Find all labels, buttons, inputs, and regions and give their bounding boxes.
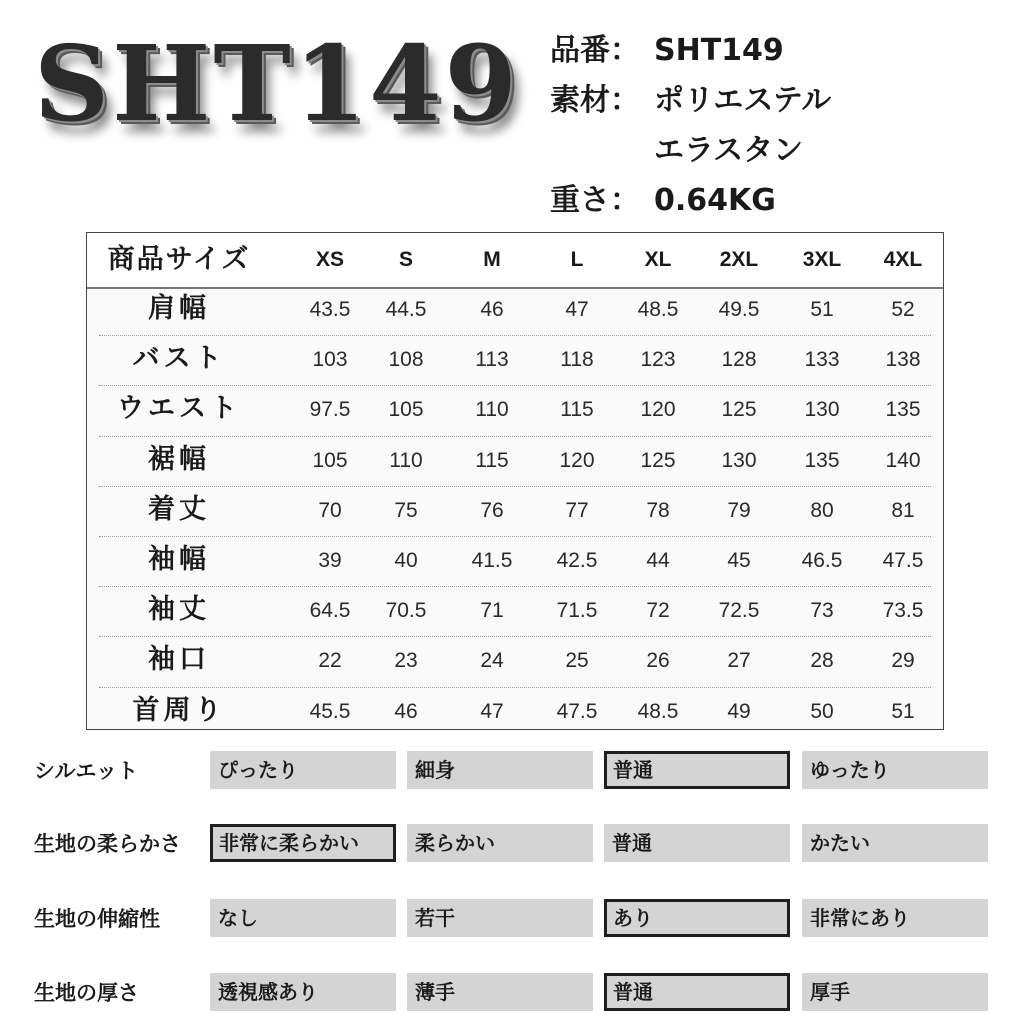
- attribute-option-selected: 非常に柔らかい: [210, 824, 396, 862]
- measurement-value: 47: [565, 298, 589, 321]
- measurement-value: 44: [646, 549, 670, 572]
- measurement-label: ウエスト: [117, 393, 241, 425]
- measurement-value: 79: [727, 498, 751, 522]
- measurement-value: 49.5: [718, 298, 760, 321]
- size-row: [87, 638, 943, 688]
- size-header-m: M: [483, 248, 501, 271]
- measurement-value: 29: [891, 649, 915, 673]
- size-row: [87, 588, 943, 638]
- row-divider: [99, 436, 931, 437]
- attribute-option: ぴったり: [210, 751, 396, 789]
- spec-value: エラスタン: [654, 133, 804, 168]
- measurement-value: 81: [891, 498, 915, 522]
- measurement-value: 44.5: [385, 298, 427, 321]
- spec-row-material-2: [550, 126, 1010, 176]
- row-divider: [99, 687, 931, 688]
- measurement-value: 125: [721, 398, 757, 422]
- measurement-value: 45.5: [309, 699, 351, 723]
- measurement-value: 47.5: [882, 549, 924, 572]
- measurement-value: 50: [810, 699, 834, 723]
- measurement-value: 25: [565, 649, 589, 673]
- measurement-value: 70: [318, 498, 342, 522]
- size-header-4xl: 4XL: [883, 248, 923, 271]
- size-table: [86, 232, 944, 730]
- spec-row-model: [550, 26, 1010, 76]
- attribute-option: 若干: [407, 899, 593, 937]
- measurement-value: 130: [804, 398, 840, 422]
- measurement-value: 51: [810, 298, 834, 321]
- attribute-row: [0, 899, 1024, 939]
- attribute-option-selected: あり: [604, 899, 790, 937]
- size-header-xl: XL: [644, 248, 672, 271]
- size-table-header-label: 商品サイズ: [107, 244, 251, 275]
- measurement-label: 肩幅: [148, 293, 210, 324]
- attribute-option: なし: [210, 899, 396, 937]
- measurement-value: 76: [480, 498, 504, 522]
- attribute-option: 細身: [407, 751, 593, 789]
- attribute-row: [0, 973, 1024, 1013]
- row-divider: [99, 536, 931, 537]
- measurement-value: 49: [727, 699, 751, 723]
- attribute-option: 普通: [604, 824, 790, 862]
- attribute-option: かたい: [802, 824, 988, 862]
- measurement-value: 113: [475, 348, 509, 372]
- measurement-value: 105: [388, 398, 424, 422]
- attribute-label: シルエット: [34, 759, 139, 783]
- measurement-value: 27: [727, 649, 751, 673]
- measurement-value: 110: [475, 398, 509, 422]
- measurement-value: 41.5: [471, 549, 513, 572]
- measurement-value: 103: [312, 348, 348, 372]
- row-divider: [99, 636, 931, 637]
- measurement-value: 47.5: [556, 699, 598, 723]
- measurement-value: 80: [810, 498, 834, 522]
- measurement-value: 26: [646, 649, 670, 673]
- measurement-label: 袖丈: [148, 594, 210, 626]
- measurement-value: 133: [804, 348, 840, 372]
- measurement-value: 71.5: [556, 599, 598, 623]
- measurement-value: 48.5: [637, 699, 679, 723]
- measurement-value: 73: [810, 599, 834, 623]
- measurement-value: 43.5: [309, 298, 351, 321]
- measurement-value: 77: [565, 498, 589, 522]
- attribute-label: 生地の伸縮性: [34, 907, 160, 931]
- size-row: [87, 538, 943, 588]
- attribute-option: 非常にあり: [802, 899, 988, 937]
- measurement-label: 袖幅: [148, 544, 210, 575]
- measurement-value: 118: [560, 348, 594, 372]
- measurement-value: 46: [394, 699, 418, 723]
- size-header-xs: XS: [315, 248, 344, 271]
- size-header-l: L: [570, 248, 584, 271]
- measurement-value: 45: [727, 549, 751, 572]
- row-divider: [99, 335, 931, 336]
- measurement-value: 97.5: [309, 398, 351, 422]
- measurement-value: 70.5: [385, 599, 427, 623]
- spec-label: 品番：: [550, 33, 640, 68]
- measurement-value: 128: [721, 348, 757, 372]
- size-row: [87, 438, 943, 488]
- row-divider: [99, 385, 931, 386]
- size-row: [87, 337, 943, 387]
- attribute-option: 薄手: [407, 973, 593, 1011]
- measurement-value: 48.5: [637, 298, 679, 321]
- attribute-row: [0, 751, 1024, 791]
- size-header-3xl: 3XL: [802, 248, 842, 271]
- attribute-option: ゆったり: [802, 751, 988, 789]
- row-divider: [99, 486, 931, 487]
- size-row: [87, 488, 943, 538]
- measurement-label: バスト: [132, 343, 226, 375]
- measurement-value: 115: [560, 398, 594, 422]
- attribute-option-selected: 普通: [604, 973, 790, 1011]
- size-header-2xl: 2XL: [719, 248, 759, 271]
- measurement-value: 110: [389, 448, 423, 472]
- size-row: [87, 287, 943, 337]
- measurement-value: 72: [646, 599, 670, 623]
- measurement-value: 125: [640, 448, 676, 472]
- spec-row-material: [550, 76, 1010, 126]
- product-spec: [550, 26, 1010, 226]
- measurement-value: 120: [640, 398, 676, 422]
- measurement-value: 105: [312, 448, 348, 472]
- measurement-value: 72.5: [718, 599, 760, 623]
- measurement-label: 裾幅: [148, 443, 210, 475]
- measurement-value: 24: [480, 649, 504, 673]
- measurement-value: 46.5: [801, 549, 843, 572]
- spec-value: SHT149: [654, 33, 784, 68]
- attribute-option: 厚手: [802, 973, 988, 1011]
- attribute-label: 生地の厚さ: [34, 981, 139, 1005]
- measurement-value: 23: [394, 649, 418, 673]
- measurement-value: 42.5: [556, 549, 598, 572]
- spec-value: 0.64KG: [654, 183, 776, 218]
- measurement-value: 22: [318, 649, 342, 673]
- measurement-value: 115: [475, 448, 509, 472]
- size-table-header: [87, 233, 943, 289]
- spec-row-weight: [550, 176, 1010, 226]
- measurement-value: 73.5: [882, 599, 924, 623]
- measurement-value: 28: [810, 649, 834, 673]
- product-logo: SHT149: [34, 22, 520, 145]
- measurement-value: 78: [646, 498, 670, 522]
- measurement-value: 52: [891, 298, 915, 321]
- measurement-value: 75: [394, 498, 418, 522]
- size-header-s: S: [398, 248, 413, 271]
- measurement-value: 51: [891, 699, 915, 723]
- measurement-label: 袖口: [148, 644, 210, 676]
- measurement-value: 64.5: [309, 599, 351, 623]
- measurement-label: 着丈: [148, 493, 210, 525]
- measurement-value: 39: [318, 549, 342, 572]
- measurement-value: 46: [480, 298, 504, 321]
- measurement-value: 71: [480, 599, 504, 623]
- attribute-option: 柔らかい: [407, 824, 593, 862]
- spec-value: ポリエステル: [654, 83, 832, 118]
- measurement-value: 138: [885, 348, 921, 372]
- measurement-value: 135: [804, 448, 840, 472]
- measurement-value: 140: [885, 448, 921, 472]
- size-row: [87, 689, 943, 739]
- measurement-label: 首周り: [132, 694, 226, 726]
- row-divider: [99, 586, 931, 587]
- measurement-value: 135: [885, 398, 921, 422]
- size-row: [87, 387, 943, 437]
- measurement-value: 108: [388, 348, 424, 372]
- measurement-value: 130: [721, 448, 757, 472]
- attribute-row: [0, 824, 1024, 864]
- attribute-option: 透視感あり: [210, 973, 396, 1011]
- attribute-label: 生地の柔らかさ: [34, 832, 181, 856]
- spec-label: 重さ：: [550, 183, 640, 218]
- measurement-value: 47: [480, 699, 504, 723]
- measurement-value: 123: [640, 348, 676, 372]
- measurement-value: 40: [394, 549, 418, 572]
- attribute-option-selected: 普通: [604, 751, 790, 789]
- measurement-value: 120: [559, 448, 595, 472]
- spec-label: 素材：: [550, 83, 640, 118]
